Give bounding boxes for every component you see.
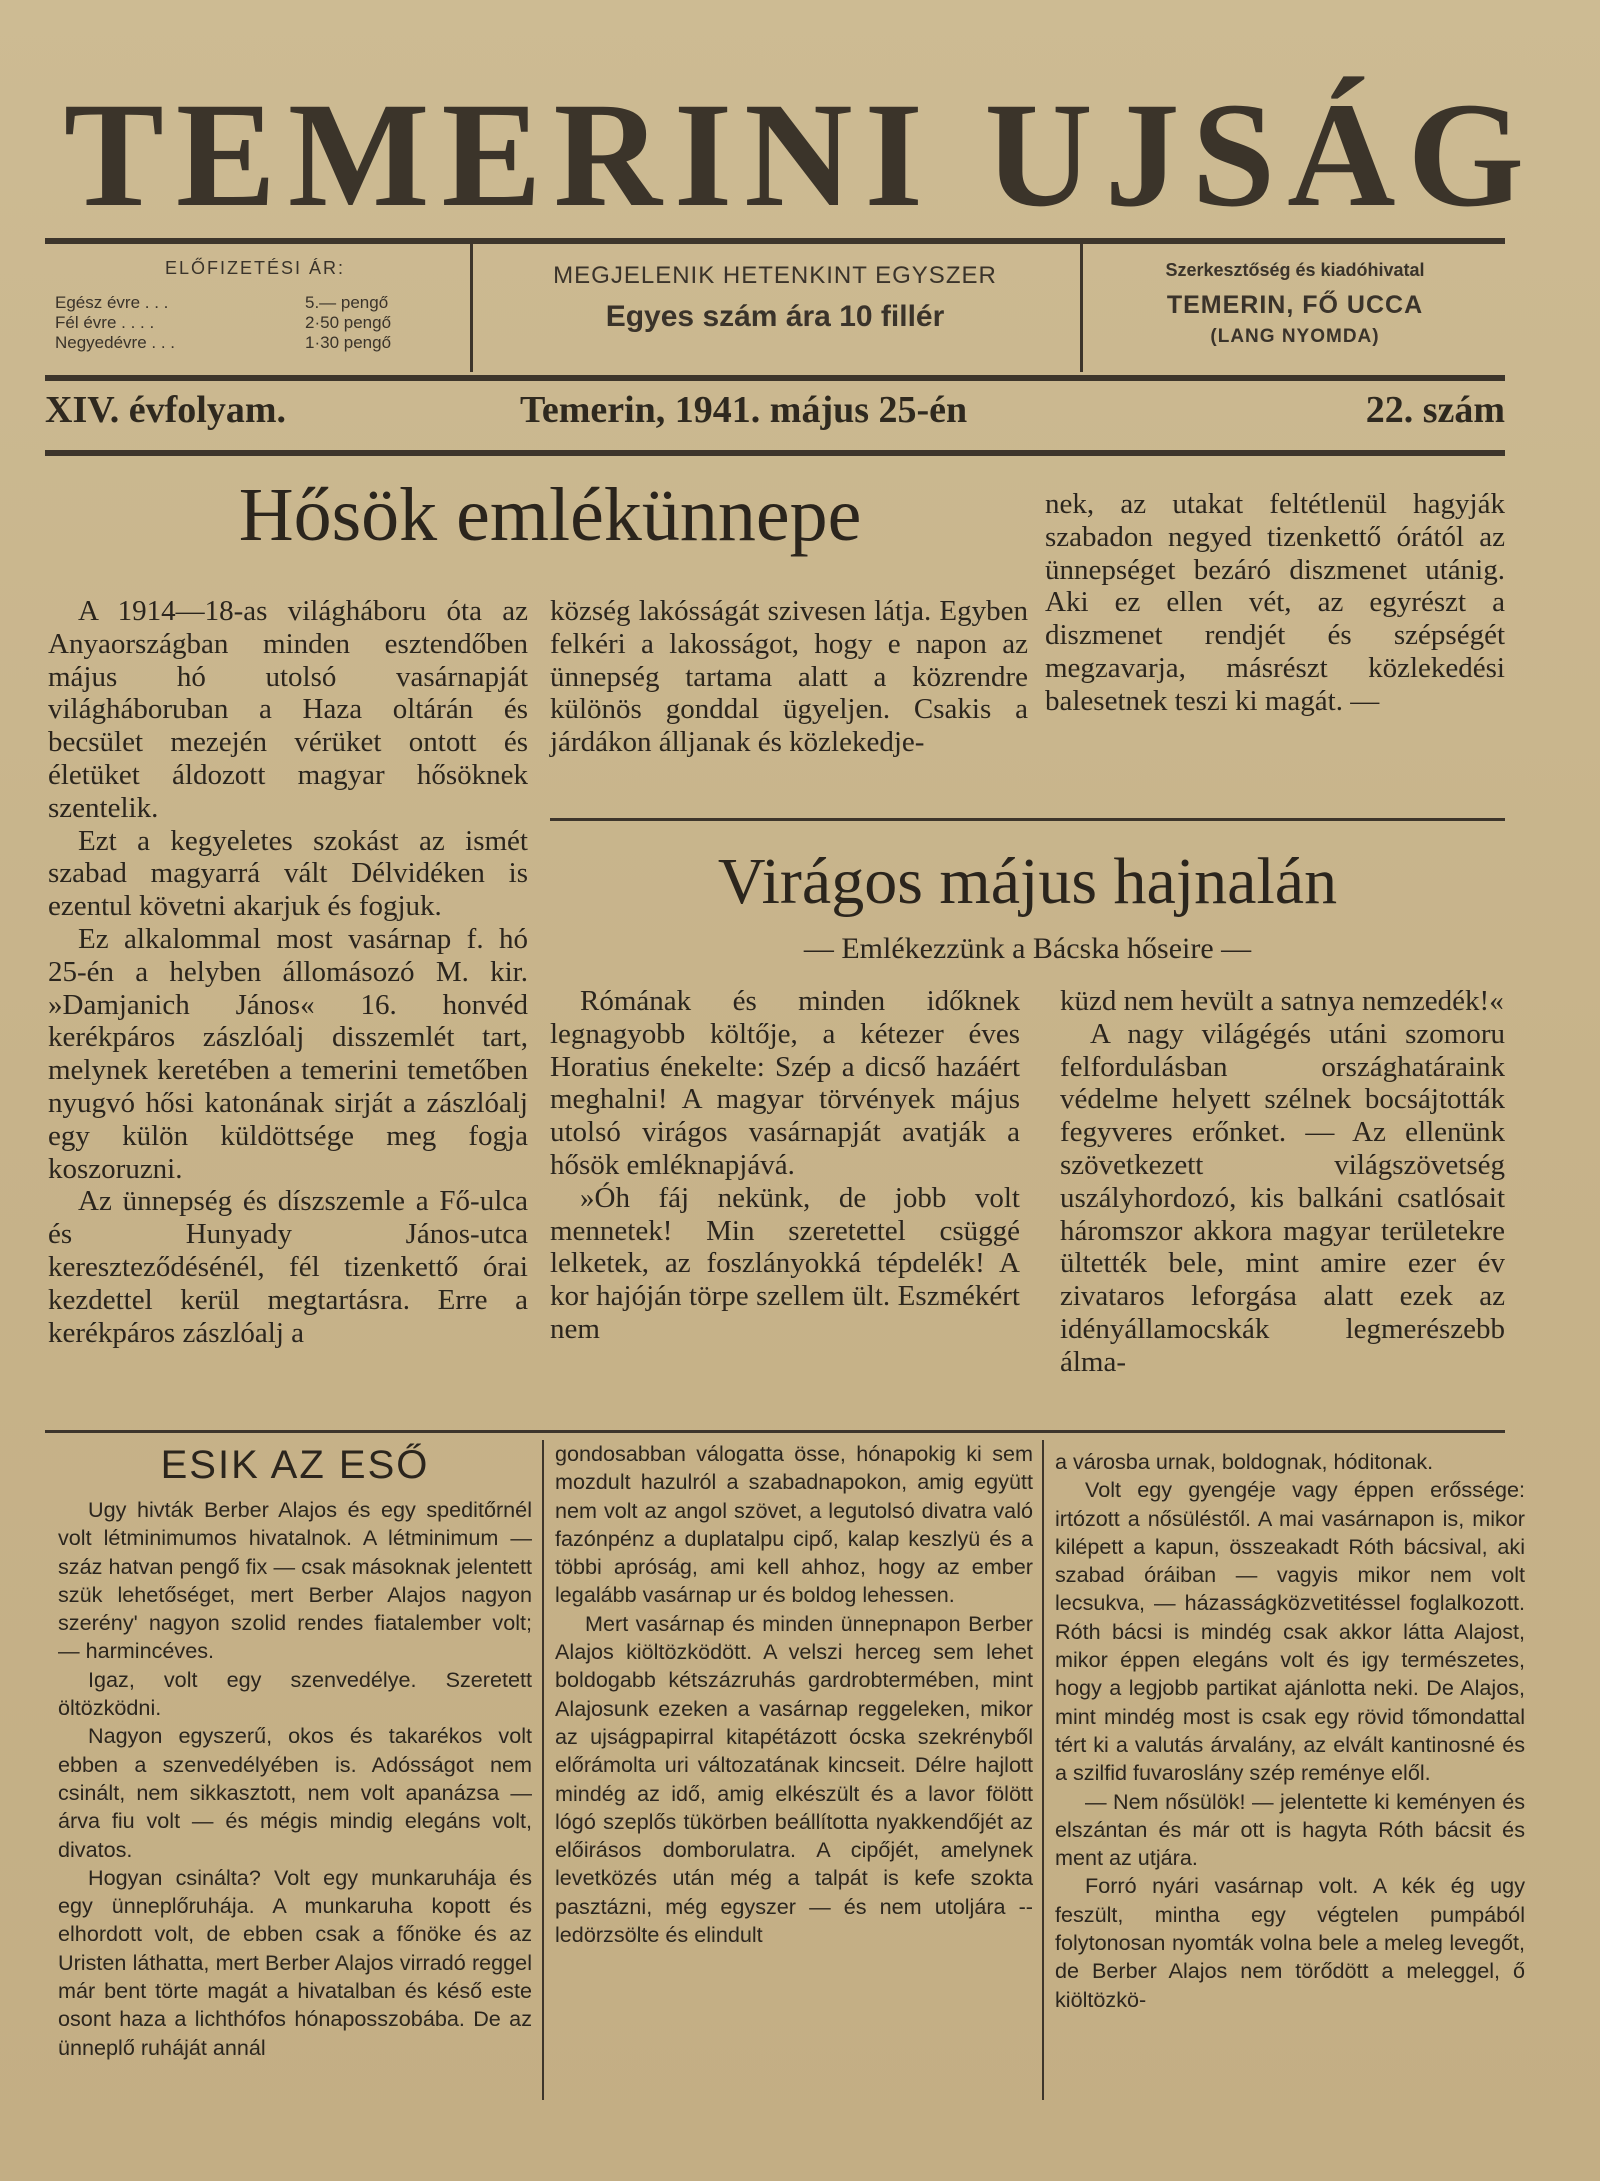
article-column xyxy=(1045,488,1505,718)
article-headline: ESIK AZ ESŐ xyxy=(160,1443,430,1487)
paragraph: Forró nyári vasárnap volt. A kék ég ugy feszült, mintha egy végtelen pumpából folytonosan nyomták volna bele a meleg levegőt, de Berber Alajos nem törődött a meleggel, ő kiöltözkö- xyxy=(1055,1873,1525,2012)
article-column xyxy=(58,1496,532,2062)
paragraph: »Óh fáj nekünk, de jobb volt mennetek! Min szeretettel csüggé lelketek, az foszlányokká tépdelék! A kor hajóján törpe szellem ült. Eszmékért nem xyxy=(550,1181,1020,1345)
subscription-label: Fél évre . . . . xyxy=(55,313,155,332)
paragraph: Nagyon egyszerű, okos és takarékos volt ebben a szenvedélyében is. Adósságot nem csinált, nem sikkasztott, nem volt apanázsa — árva fiu volt — és mégis mindig elegáns volt, divatos. xyxy=(58,1723,532,1862)
header-divider xyxy=(1080,242,1083,372)
article-headline: Virágos május hajnalán xyxy=(717,845,1338,918)
subscription-label: Egész évre . . . xyxy=(55,293,169,312)
editorial-office xyxy=(1090,260,1500,348)
publication-frequency xyxy=(475,262,1075,334)
paragraph: — Nem nősülök! — jelentette ki keményen és elszántan és már ott is hagyta Róth bácsit és ment az utjára. xyxy=(1055,1788,1525,1871)
article-column xyxy=(550,985,1020,1346)
issue-line xyxy=(45,388,1505,438)
subscription-label: Negyedévre . . . xyxy=(55,333,176,352)
subscription-box xyxy=(45,258,465,368)
paragraph: Igaz, volt egy szenvedélye. Szeretett öltözködni. xyxy=(58,1666,532,1721)
article-column xyxy=(1055,1448,1525,2014)
article-column xyxy=(1060,985,1505,1379)
masthead-title: TEMERINI UJSÁG xyxy=(63,72,1537,238)
article-column xyxy=(48,595,528,1349)
top-rule xyxy=(45,238,1505,244)
issue-rule-top xyxy=(45,375,1505,381)
volume-label: XIV. évfolyam. xyxy=(45,389,287,431)
paragraph: Rómának és minden időknek legnagyobb költője, a kétezer éves Horatius énekelte: Szép a dicső hazáért meghalni! A magyar törvények május utolsó virágos vasárnapját avatják a hősök emléknapjává. xyxy=(550,985,1020,1181)
section-divider xyxy=(45,1430,1505,1433)
issue-date: Temerin, 1941. május 25-én xyxy=(520,389,968,431)
office-address: TEMERIN, FŐ UCCA xyxy=(1166,291,1424,319)
paragraph: a városba urnak, boldognak, hóditonak. xyxy=(1055,1449,1434,1474)
issue-rule-bottom xyxy=(45,450,1505,456)
article-divider xyxy=(550,818,1505,821)
subscription-price: 1·30 pengő xyxy=(305,333,392,352)
paragraph: Mert vasárnap és minden ünnepnapon Berber Alajos kiöltözködött. A velszi herceg sem lehet boldogabb kétszázruhás gardrobtermében, mint Alajosunk ezeken a vasárnap reggeleken, mikor az ujságpapirral kitapétázott ócska szekrényből előrámolta uri változatának kincseit. Délre hajlott mindég az idő, amig elkészült és a lavor fölött lógó szeplős tükörben beállította nyakkendőjét az előirásos domborulatra. A cipőjét, amelynek levetközés után még a talpát is kefe szokta pasztázni, még egyszer — és nem utoljára -- ledörzsölte és elindult xyxy=(555,1610,1033,1948)
subscription-row xyxy=(45,313,465,333)
paragraph: A 1914—18-as világháboru óta az Anyaországban minden esztendőben május hó utolsó vasárnapját világháboruban a Haza oltárán és becsület mezején vérüket ontott és életüket áldozott magyar hősöknek szentelik. xyxy=(48,595,528,824)
paragraph: küzd nem hevült a satnya nemzedék!« xyxy=(1060,985,1504,1017)
article-headline: Hősök emlékünnepe xyxy=(238,473,862,557)
paragraph: Hogyan csinálta? Volt egy munkaruhája és egy ünneplőruhája. A munkaruha kopott és elhordott volt, de ebben csak a főnöke és az Uristen láthatta, mert Berber Alajos virradó reggel már bent törte magát a hivatalban és késő este osont haza a lichthófos hónaposszobába. De az ünneplő ruháját annál xyxy=(58,1864,532,2060)
article-column xyxy=(555,1440,1033,1949)
paragraph: Ugy hivták Berber Alajos és egy speditőrnél volt létminimumos hivatalnok. A létminimum — száz hatvan pengő fix — csak másoknak jelentett szük lehetőséget, mert Berber Alajos nagyon szerény' nagyon szolid rendes fiatalember volt; — harmincéves. xyxy=(58,1497,532,1664)
paragraph: Ezt a kegyeletes szokást az ismét szabad magyarrá vált Délvidéken is ezentul követni akarjuk és fogjuk. xyxy=(48,824,528,923)
paragraph: község lakósságát szivesen látja. Egyben felkéri a lakosságot, hogy e napon az ünnepség tartama alatt a közrendre különös gonddal ügyeljen. Csakis a járdákon álljanak és közlekedje- xyxy=(550,595,1028,759)
issue-number: 22. szám xyxy=(1365,389,1505,431)
subscription-header: ELŐFIZETÉSI ÁR: xyxy=(164,258,346,278)
single-issue-price: Egyes szám ára 10 fillér xyxy=(605,300,945,333)
article-subtitle: — Emlékezzünk a Bácska hőseire — xyxy=(803,932,1252,965)
office-label: Szerkesztőség és kiadóhivatal xyxy=(1165,260,1425,280)
paragraph: A nagy világégés utáni szomoru felfordulásban országhatáraink védelme helyett szélnek bocsájtották fegyveres erőnket. — Az ellenünk szövetkezett világszövetség uszályhordozó, kis balkáni csatlósait háromszor akkora magyar területekre ültették bele, mint amire ezer év zivataros leforgása alatt ezek az idényállamocskák legmerészebb álma- xyxy=(1060,1017,1505,1378)
subscription-price: 2·50 pengő xyxy=(305,313,392,332)
subscription-row xyxy=(45,333,465,353)
paragraph: Volt egy gyengéje vagy éppen erőssége: irtózott a nősüléstől. A mai vasárnapon is, mikor kilépett a kapun, összeakadt Róth bácsival, aki szabad óráiban — vagyis mikor nem volt lecsukva, — házasságközvetitéssel foglalkozott. Róth bácsi is mindég csak akkor látta Alajost, mikor éppen elegáns volt és igy természetes, hogy a legjobb partikat ajánlotta neki. De Alajos, mint mindég most is csak egy rövid tőmondattal tért ki a valutás árvalány, az elvált kantinosné és a szilfid fuvaroslány szép reménye elől. xyxy=(1055,1477,1525,1786)
paragraph: Ez alkalommal most vasárnap f. hó 25-én a helyben állomásozó M. kir. »Damjanich János« 16. honvéd kerékpáros zászlóalj disszemlét tart, melynek keretében a temerini temetőben nyugvó hősi katonának sirját a zászlóalj egy külön küldöttsége meg fogja koszoruzni. xyxy=(48,922,528,1185)
subscription-price: 5.— pengő xyxy=(305,293,389,312)
paragraph: Az ünnepség és díszszemle a Fő-ulca és Hunyady János-utca kereszteződésénél, fél tizenkettő órai kezdettel kerül megtartásra. Erre a kerékpáros zászlóalj a xyxy=(48,1185,528,1349)
office-printer: (LANG NYOMDA) xyxy=(1210,326,1380,347)
subscription-row xyxy=(45,293,465,313)
header-divider xyxy=(470,242,473,372)
paragraph: nek, az utakat feltétlenül hagyják szabadon negyed tizenkettő órától az ünnepséget bezáró diszmenet utánig. Aki ez ellen vét, az egyrészt a diszmenet rendjét és szépségét megzavarja, másrészt közlekedési balesetnek teszi ki magát. — xyxy=(1045,488,1505,717)
paragraph: gondosabban válogatta össe, hónapokig ki sem mozdult hazulról a szabadnapokon, amig együtt nem volt az angol szövet, a legutolsó divatra való fazónpénz a duplatalpu cipő, kalap keszlyü és a többi apróság, ami kell ahhoz, hogy az ember legalább vasárnap ur és boldog lehessen. xyxy=(555,1441,1033,1608)
article-column xyxy=(550,595,1028,759)
column-divider xyxy=(1042,1440,1044,2100)
column-divider xyxy=(542,1440,544,2100)
frequency-line: MEGJELENIK HETENKINT EGYSZER xyxy=(553,262,997,289)
